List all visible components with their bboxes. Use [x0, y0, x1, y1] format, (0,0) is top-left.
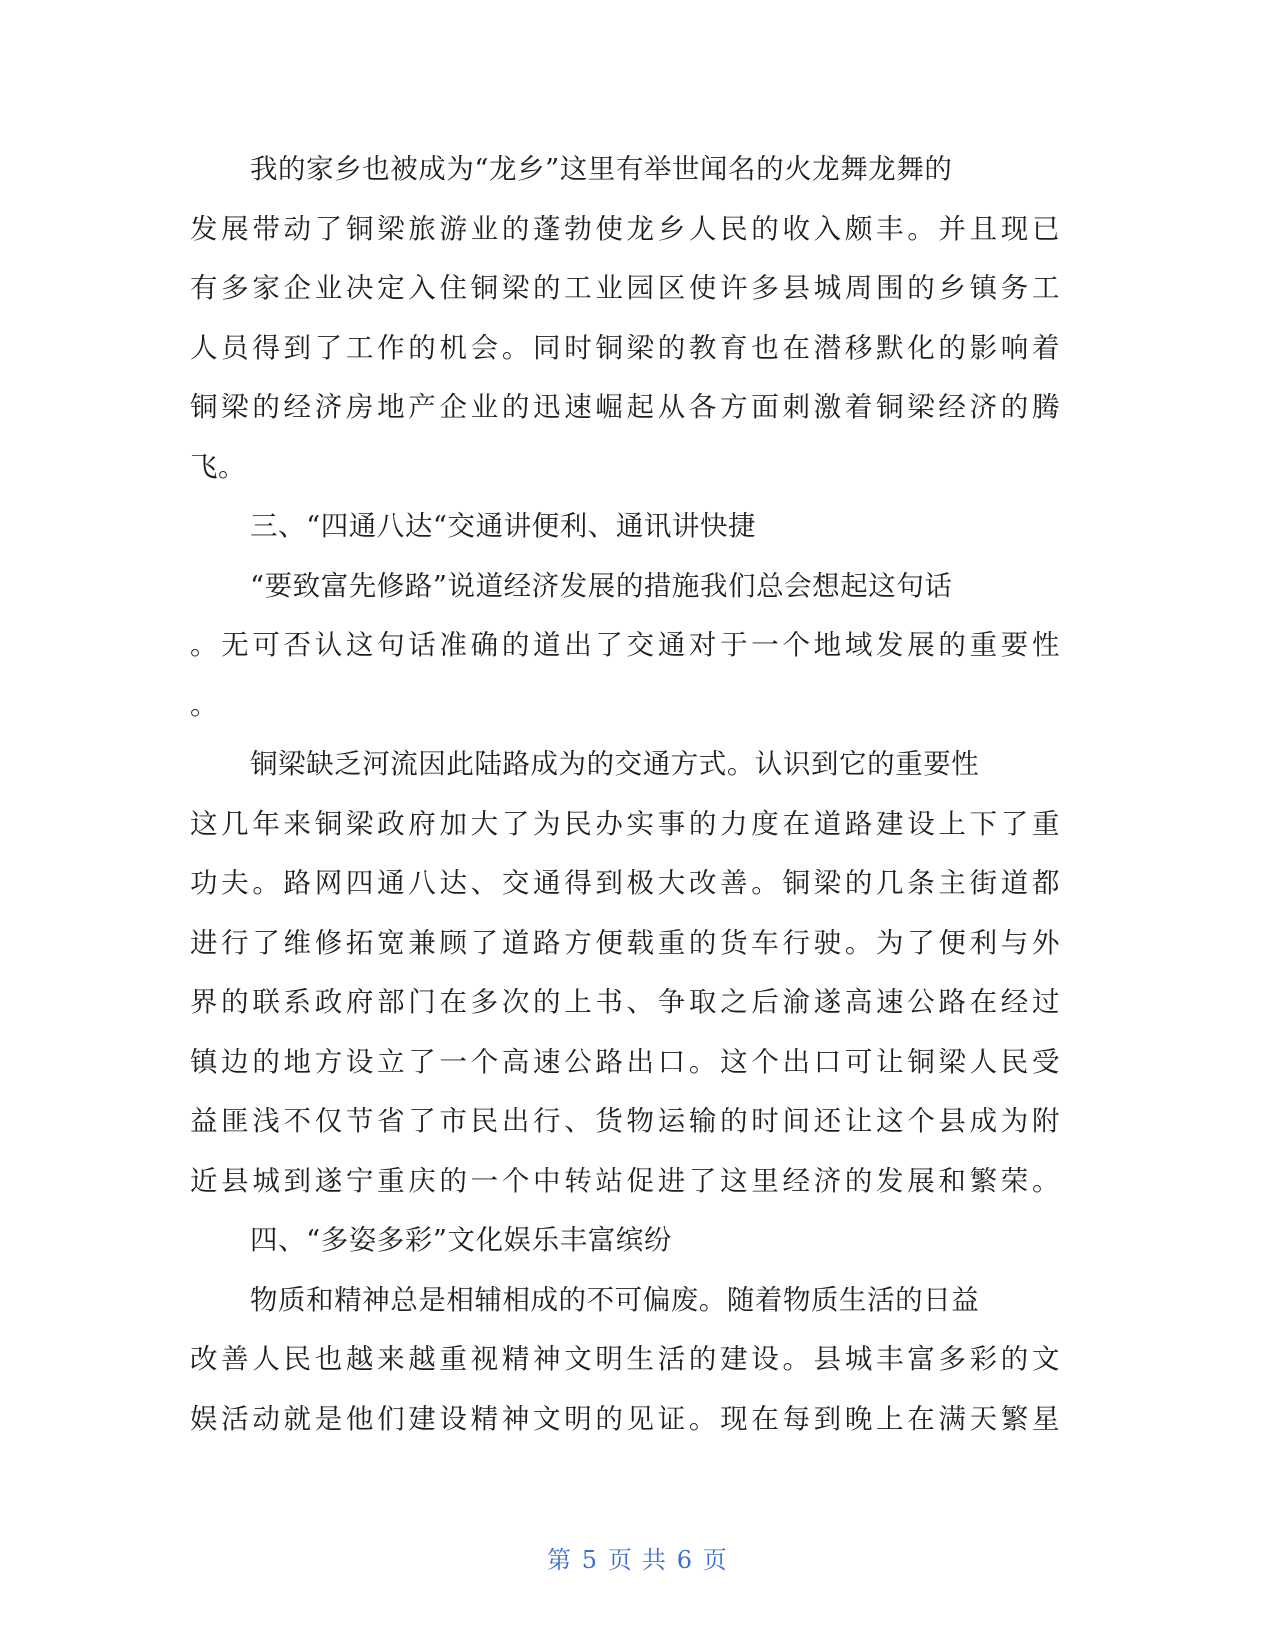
paragraph-line: 界的联系政府部门在多次的上书、争取之后渝遂高速公路在经过 — [190, 986, 1060, 1018]
document-body — [190, 140, 1060, 1449]
paragraph-line: 。 — [190, 688, 219, 721]
paragraph-line: 发展带动了铜梁旅游业的蓬勃使龙乡人民的收入颇丰。并且现已 — [190, 212, 1060, 245]
paragraph-line: 飞。 — [190, 450, 247, 483]
section-heading: 四、“多姿多彩”文化娱乐丰富缤纷 — [250, 1224, 672, 1256]
paragraph-line: 铜梁的经济房地产企业的迅速崛起从各方面刺激着铜梁经济的腾 — [190, 391, 1060, 423]
paragraph-line: 益匪浅不仅节省了市民出行、货物运输的时间还让这个县成为附 — [190, 1105, 1060, 1137]
footer-prefix: 第 — [547, 1546, 573, 1574]
paragraph-line: 娱活动就是他们建设精神文明的见证。现在每到晚上在满天繁星 — [190, 1402, 1060, 1435]
footer-middle: 页 共 — [607, 1546, 668, 1574]
paragraph-line: 进行了维修拓宽兼顾了道路方便载重的货车行驶。为了便利与外 — [190, 926, 1060, 959]
paragraph-line: “要致富先修路”说道经济发展的措施我们总会想起这句话 — [250, 569, 953, 602]
total-pages: 6 — [676, 1546, 694, 1574]
paragraph-line: 镇边的地方设立了一个高速公路出口。这个出口可让铜梁人民受 — [190, 1045, 1060, 1078]
paragraph-line: 改善人民也越来越重视精神文明生活的建设。县城丰富多彩的文 — [190, 1343, 1060, 1375]
footer-suffix: 页 — [702, 1546, 728, 1574]
page-number: 5 — [581, 1546, 599, 1574]
paragraph-line: 有多家企业决定入住铜梁的工业园区使许多县城周围的乡镇务工 — [190, 272, 1060, 304]
paragraph-line: 物质和精神总是相辅相成的不可偏废。随着物质生活的日益 — [250, 1283, 980, 1316]
paragraph-line: 铜梁缺乏河流因此陆路成为的交通方式。认识到它的重要性 — [250, 748, 980, 780]
section-heading: 三、“四通八达“交通讲便利、通讯讲快捷 — [250, 510, 757, 542]
paragraph-line: 功夫。路网四通八达、交通得到极大改善。铜梁的几条主街道都 — [190, 867, 1060, 899]
page-footer — [0, 1540, 1275, 1575]
paragraph-line: 人员得到了工作的机会。同时铜梁的教育也在潜移默化的影响着 — [190, 331, 1060, 364]
paragraph-line: 我的家乡也被成为“龙乡”这里有举世闻名的火龙舞龙舞的 — [250, 153, 953, 185]
paragraph-line: 。无可否认这句话准确的道出了交通对于一个地域发展的重要性 — [190, 629, 1060, 661]
paragraph-line: 近县城到遂宁重庆的一个中转站促进了这里经济的发展和繁荣。 — [190, 1164, 1060, 1197]
paragraph-line: 这几年来铜梁政府加大了为民办实事的力度在道路建设上下了重 — [190, 807, 1060, 840]
